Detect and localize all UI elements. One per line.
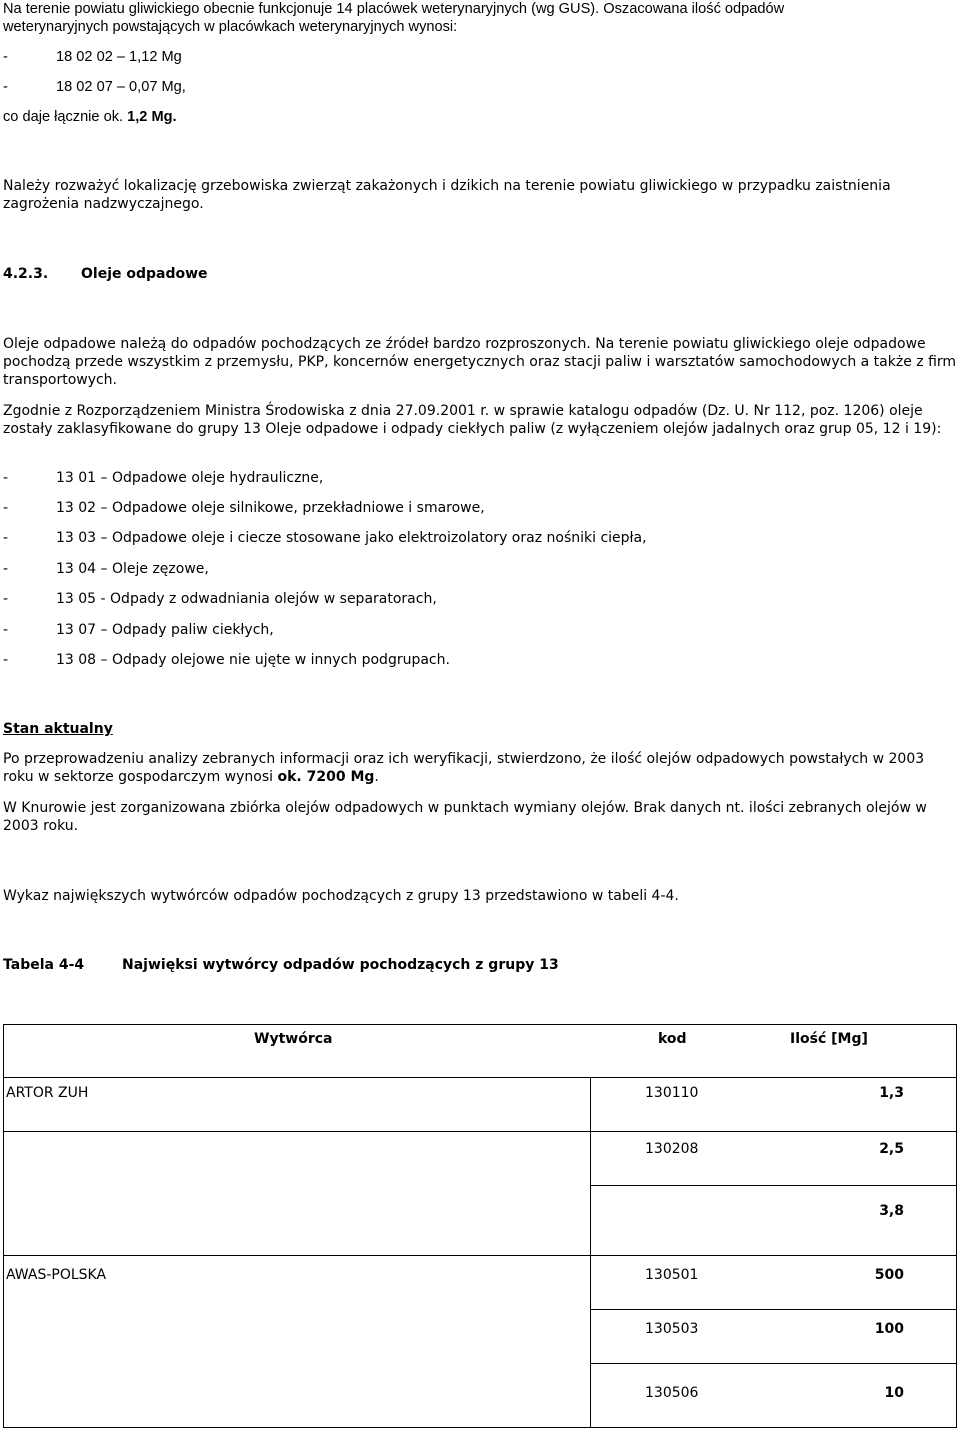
table-row xyxy=(4,1363,956,1427)
table-caption xyxy=(3,956,559,974)
header-code: kod xyxy=(658,1031,687,1047)
note-text: Należy rozważyć lokalizację grzebowiska zwierząt zakażonych i dzikich na terenie powiatu gliwickiego w przypadku zaistnienia zagrożenia nadzwyczajnego. xyxy=(3,178,891,212)
code-list-item: - 13 01 – Odpadowe oleje hydrauliczne, xyxy=(3,470,324,486)
cell-code: 130506 xyxy=(645,1385,699,1401)
oils-paragraph-1 xyxy=(3,335,957,389)
code-list-item: - 13 08 – Odpady olejowe nie ujęte w innych podgrupach. xyxy=(3,652,450,668)
code-list-item: - 13 04 – Oleje zęzowe, xyxy=(3,561,209,577)
cell-code: 130208 xyxy=(645,1141,699,1157)
status-paragraph-2 xyxy=(3,799,957,835)
table-title: Najwięksi wytwórcy odpadów pochodzących z grupy 13 xyxy=(122,957,559,973)
code-list-item-text: 13 04 – Oleje zęzowe, xyxy=(56,561,209,577)
intro-item: - 18 02 07 – 0,07 Mg, xyxy=(3,79,186,95)
code-list-item: - 13 05 - Odpady z odwadniania olejów w separatorach, xyxy=(3,591,437,607)
cell-quantity: 10 xyxy=(884,1385,904,1401)
code-list-item-text: 13 08 – Odpady olejowe nie ujęte w innych podgrupach. xyxy=(56,652,450,668)
code-list-item-text: 13 05 - Odpady z odwadniania olejów w separatorach, xyxy=(56,591,437,607)
intro-total xyxy=(3,108,177,126)
cell-code: 130501 xyxy=(645,1267,699,1283)
status-oil-amount: ok. 7200 Mg xyxy=(277,769,375,785)
table-row xyxy=(4,1255,956,1309)
intro-item: - 18 02 02 – 1,12 Mg xyxy=(3,49,182,65)
cell-producer: AWAS-POLSKA xyxy=(6,1267,107,1283)
cell-quantity: 1,3 xyxy=(879,1085,904,1101)
code-list-item-text: 13 03 – Odpadowe oleje i ciecze stosowane jako elektroizolatory oraz nośniki ciepła, xyxy=(56,530,647,546)
section-title: Oleje odpadowe xyxy=(81,266,208,282)
status-heading: Stan aktualny xyxy=(3,721,113,737)
section-heading xyxy=(3,265,208,283)
intro-total-prefix: co daje łącznie ok. xyxy=(3,109,128,125)
table-row xyxy=(4,1185,956,1256)
cell-producer: ARTOR ZUH xyxy=(6,1085,89,1101)
cell-quantity-subtotal: 3,8 xyxy=(879,1203,904,1219)
code-list-item-text: 13 07 – Odpady paliw ciekłych, xyxy=(56,622,274,638)
status-paragraph-1-text: Po przeprowadzeniu analizy zebranych informacji oraz ich weryfikacji, stwierdzono, że ilość olejów odpadowych powstałych w 2003 roku w sektorze gospodarczym wynosi xyxy=(3,751,925,785)
status-paragraph-2-text: W Knurowie jest zorganizowana zbiórka olejów odpadowych w punktach wymiany olejów. Brak danych nt. ilości zebranych olejów w 2003 roku. xyxy=(3,800,927,834)
status-paragraph-1-end: . xyxy=(374,769,379,785)
oils-paragraph-2-text: Zgodnie z Rozporządzeniem Ministra Środowiska z dnia 27.09.2001 r. w sprawie katalogu odpadów (Dz. U. Nr 112, poz. 1206) oleje zostały zaklasyfikowane do grupy 13 Oleje odpadowe i odpady ciekłych paliw (z wyłączeniem olejów jadalnych oraz grup 05, 12 i 19): xyxy=(3,403,942,437)
status-paragraph-3-text: Wykaz największych wytwórców odpadów pochodzących z grupy 13 przedstawiono w tabeli 4-4. xyxy=(3,888,679,904)
oils-paragraph-2 xyxy=(3,402,957,438)
table-header-row xyxy=(4,1025,956,1078)
cell-quantity: 2,5 xyxy=(879,1141,904,1157)
intro-item-text: 18 02 02 – 1,12 Mg xyxy=(56,49,182,65)
intro-line-2: weterynaryjnych powstających w placówkach weterynaryjnych wynosi: xyxy=(3,19,458,35)
cell-quantity: 100 xyxy=(874,1321,904,1337)
header-producer: Wytwórca xyxy=(254,1031,333,1047)
code-list-item: - 13 02 – Odpadowe oleje silnikowe, przekładniowe i smarowe, xyxy=(3,500,485,516)
intro-paragraph xyxy=(3,0,957,36)
status-paragraph-3 xyxy=(3,887,957,905)
intro-line-1: Na terenie powiatu gliwickiego obecnie funkcjonuje 14 placówek weterynaryjnych (wg GUS). Oszacowana ilość odpadów xyxy=(3,1,785,17)
cell-quantity: 500 xyxy=(874,1267,904,1283)
oils-paragraph-1-text: Oleje odpadowe należą do odpadów pochodzących ze źródeł bardzo rozproszonych. Na terenie powiatu gliwickiego oleje odpadowe pochodzą przede wszystkim z przemysłu, PKP, koncernów energetycznych oraz stacji paliw i warsztatów samochodowych a także z firm transportowych. xyxy=(3,336,957,388)
intro-item-text: 18 02 07 – 0,07 Mg, xyxy=(56,79,186,95)
section-number: 4.2.3. xyxy=(3,266,49,282)
status-paragraph-1 xyxy=(3,750,957,786)
code-list-item: - 13 07 – Odpady paliw ciekłych, xyxy=(3,622,274,638)
code-list-item: - 13 03 – Odpadowe oleje i ciecze stosowane jako elektroizolatory oraz nośniki ciepła, xyxy=(3,530,647,546)
code-list-item-text: 13 02 – Odpadowe oleje silnikowe, przekładniowe i smarowe, xyxy=(56,500,485,516)
table-row xyxy=(4,1077,956,1132)
producers-table-frame xyxy=(3,1024,957,1428)
cell-code: 130110 xyxy=(645,1085,699,1101)
note-paragraph xyxy=(3,177,957,213)
table-row xyxy=(4,1309,956,1363)
intro-total-value: 1,2 Mg. xyxy=(127,109,177,125)
header-quantity: Ilość [Mg] xyxy=(790,1031,868,1047)
cell-code: 130503 xyxy=(645,1321,699,1337)
code-list-item-text: 13 01 – Odpadowe oleje hydrauliczne, xyxy=(56,470,324,486)
table-row xyxy=(4,1131,956,1185)
table-label: Tabela 4-4 xyxy=(3,957,85,973)
